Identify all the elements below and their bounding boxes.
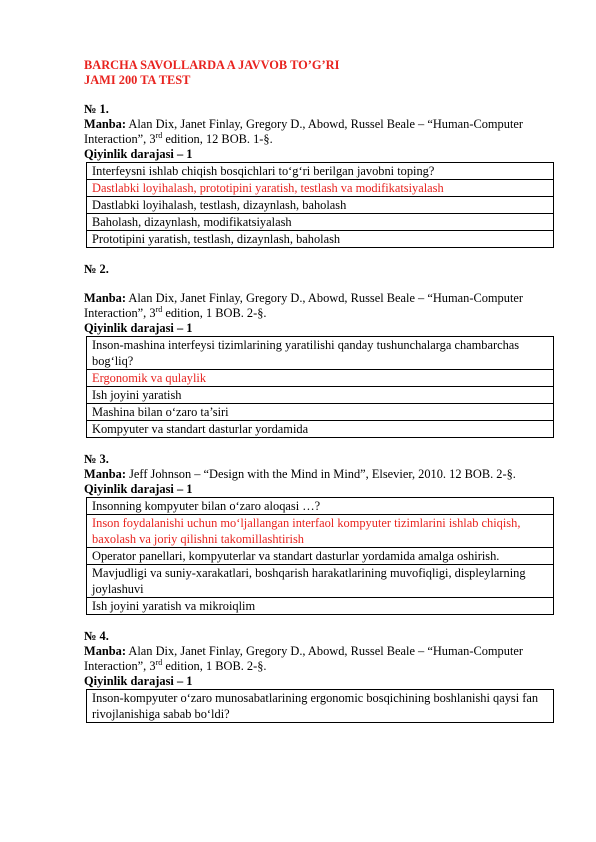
table-row [87, 197, 554, 214]
question-block-2 [84, 262, 554, 438]
question-table [86, 689, 554, 723]
table-row [87, 337, 554, 370]
answer-option: Dastlabki loyihalash, testlash, dizaynlash, baholash [87, 197, 554, 214]
source-label: Manba: [84, 467, 126, 481]
answer-option: Kompyuter va standart dasturlar yordamida [87, 421, 554, 438]
question-source [84, 467, 554, 482]
question-number: № 4. [84, 629, 109, 643]
question-block-4 [84, 629, 554, 723]
table-row [87, 598, 554, 615]
correct-answer-option: Dastlabki loyihalash, prototipini yaratish, testlash va modifikatsiyalash [87, 180, 554, 197]
difficulty-label: Qiyinlik darajasi – 1 [84, 321, 193, 335]
answer-option: Mavjudligi va suniy-xarakatlari, boshqarish harakatlarining muvofiqligi, displeylarning joylashuvi [87, 565, 554, 598]
header-line-2: JAMI 200 TA TEST [84, 73, 191, 87]
source-sup: rd [155, 304, 163, 314]
source-text: Alan Dix, Janet Finlay, Gregory D., Abowd, Russel Beale – “Human-Computer Interaction”, 3 [84, 644, 524, 673]
question-text: Inson-mashina interfeysi tizimlarining yaratilishi qanday tushunchalarga chambarchas bog‘liq? [87, 337, 554, 370]
source-label: Manba: [84, 644, 126, 658]
table-row [87, 421, 554, 438]
source-sup: rd [155, 657, 163, 667]
question-number: № 2. [84, 262, 109, 276]
table-row [87, 163, 554, 180]
table-row [87, 548, 554, 565]
answer-option: Ish joyini yaratish [87, 387, 554, 404]
correct-answer-option: Ergonomik va qulaylik [87, 370, 554, 387]
question-source [84, 291, 554, 321]
answer-option: Operator panellari, kompyuterlar va standart dasturlar yordamida amalga oshirish. [87, 548, 554, 565]
table-row [87, 231, 554, 248]
answer-option: Baholash, dizaynlash, modifikatsiyalash [87, 214, 554, 231]
table-row [87, 387, 554, 404]
question-text: Interfeysni ishlab chiqish bosqichlari to‘g‘ri berilgan javobni toping? [87, 163, 554, 180]
question-block-3 [84, 452, 554, 615]
question-text: Inson-kompyuter o‘zaro munosabatlarining ergonomic bosqichining boshlanishi qaysi fan rivojlanishiga sabab bo‘ldi? [87, 690, 554, 723]
difficulty-label: Qiyinlik darajasi – 1 [84, 482, 193, 496]
answer-option: Mashina bilan o‘zaro ta’siri [87, 404, 554, 421]
table-row [87, 214, 554, 231]
table-row [87, 515, 554, 548]
source-text-end: edition, 12 BOB. 1-§. [162, 132, 273, 146]
difficulty-label: Qiyinlik darajasi – 1 [84, 674, 193, 688]
question-text: Insonning kompyuter bilan o‘zaro aloqasi …? [87, 498, 554, 515]
answer-option: Ish joyini yaratish va mikroiqlim [87, 598, 554, 615]
question-number: № 1. [84, 102, 109, 116]
header-line-1: BARCHA SAVOLLARDA A JAVVOB TO’G’RI [84, 58, 340, 72]
question-source [84, 644, 554, 674]
source-text: Alan Dix, Janet Finlay, Gregory D., Abowd, Russel Beale – “Human-Computer Interaction”, 3 [84, 291, 524, 320]
question-table [86, 497, 554, 615]
difficulty-label: Qiyinlik darajasi – 1 [84, 147, 193, 161]
source-label: Manba: [84, 117, 126, 131]
question-block-1 [84, 102, 554, 248]
question-number: № 3. [84, 452, 109, 466]
table-row [87, 404, 554, 421]
document-header [84, 58, 554, 88]
correct-answer-option: Inson foydalanishi uchun mo‘ljallangan interfaol kompyuter tizimlarini ishlab chiqish, baxolash va joriy qilishni takomillashtirish [87, 515, 554, 548]
table-row [87, 498, 554, 515]
source-label: Manba: [84, 291, 126, 305]
table-row [87, 690, 554, 723]
table-row [87, 180, 554, 197]
question-table [86, 336, 554, 438]
table-row [87, 370, 554, 387]
question-source [84, 117, 554, 147]
source-text-end: edition, 1 BOB. 2-§. [162, 659, 267, 673]
answer-option: Prototipini yaratish, testlash, dizaynlash, baholash [87, 231, 554, 248]
source-text-end: edition, 1 BOB. 2-§. [162, 306, 267, 320]
source-sup: rd [155, 130, 163, 140]
question-table [86, 162, 554, 248]
source-text: Jeff Johnson – “Design with the Mind in Mind”, Elsevier, 2010. 12 BOB. 2-§. [126, 467, 516, 481]
document-page [84, 58, 554, 723]
table-row [87, 565, 554, 598]
source-text: Alan Dix, Janet Finlay, Gregory D., Abowd, Russel Beale – “Human-Computer Interaction”, 3 [84, 117, 524, 146]
